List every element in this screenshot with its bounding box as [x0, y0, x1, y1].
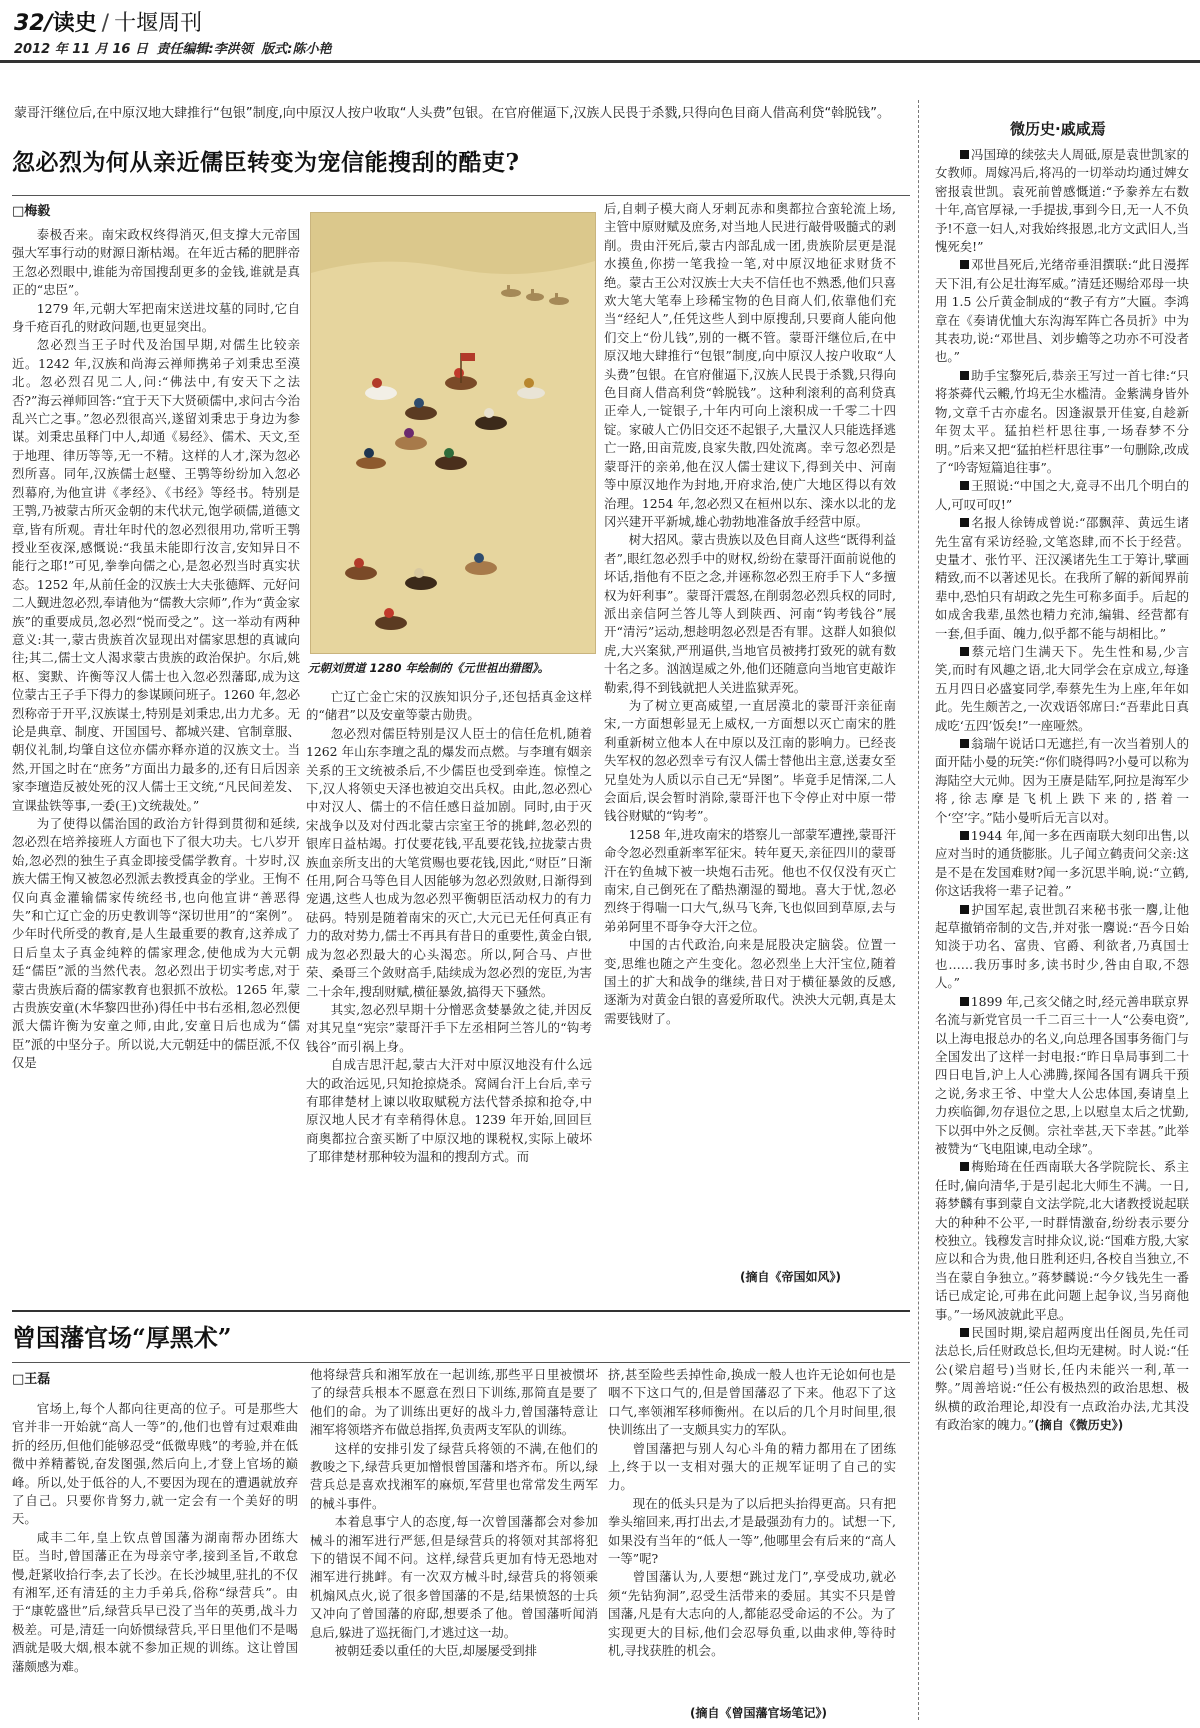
sidebar-item: 名报人徐铸成曾说:“邵飘萍、黄远生诸先生富有采访经验,文笔恣肆,而不长于经营。史量才、张竹平、汪汉溪诸先生工于筹计,擘画精致,而不以著述见长。在我所了解的新闻界前辈中,恐怕只有胡政之先生可称多面手。后起的如成舍我辈,虽然也精力充沛,编辑、经营都有一套,但手面、魄力,似乎都不能与胡相比。”: [935, 515, 1189, 641]
bullet-square-icon: [960, 1328, 969, 1337]
paragraph: 被朝廷委以重任的大臣,却屡屡受到排: [334, 1643, 537, 1659]
bullet-square-icon: [960, 481, 969, 490]
masthead-separator: /: [101, 11, 110, 36]
paragraph: 树大招风。蒙古贵族以及色目商人这些“既得利益者”,眼红忽必烈手中的财权,纷纷在蒙哥汗面前说他的坏话,指他有不臣之念,并诬称忽必烈王府手下人“多擅权为奸利事”。蒙哥汗震怒,在削弱忽必烈兵权的同时,派出亲信阿兰答儿等人到陕西、河南“钩考钱谷”展开“清污”运动,想趁明忽必烈是否有罪。这群人如狼似虎,大兴案狱,严刑逼供,当地官员被拷打致死的就有数十名之多。汹汹逞威之外,他们还随意向当地官吏敲诈勒索,得不到钱就把人关进监狱弄死。: [604, 532, 896, 695]
article1-byline: □梅毅: [12, 204, 51, 219]
sidebar-item: 护国军起,袁世凯召来秘书张一麐,让他起草撤销帝制的文告,并对张一麐说:“吾今日始知淡于功名、富贵、官爵、利欲者,乃真国士也……我历事时多,读书时少,咎由自取,不怨人。”: [935, 901, 1189, 991]
page-number: 32/: [14, 11, 53, 36]
article1-lead: 蒙哥汗继位后,在中原汉地大肆推行“包银”制度,向中原汉人按户收取“人头费”包银。在官府催逼下,汉族人民畏于杀戮,只得向色目商人借高利贷“斡脱钱”。: [14, 106, 890, 121]
sidebar-item: 王照说:“中国之大,竟寻不出几个明白的人,可叹可叹!”: [935, 478, 1189, 512]
bullet-square-icon: [960, 518, 969, 527]
paragraph: 亡辽亡金亡宋的汉族知识分子,还包括真金这样的“储君”以及安童等蒙古勋贵。: [306, 689, 592, 723]
bullet-square-icon: [960, 1162, 969, 1171]
paragraph: 咸丰二年,皇上钦点曾国藩为湖南帮办团练大臣。当时,曾国藩正在为母亲守孝,接到圣旨,不敢怠慢,赶紧收拾行李,去了长沙。在长沙城里,驻扎的不仅有湘军,还有清廷的主力手弟兵,俗称“绿营兵”。由于“康乾盛世”后,绿营兵早已没了当年的英勇,战斗力极差。可是,清廷一向娇惯绿营兵,平日里他们不是喝酒就是吸大烟,根本就不参加正规的训练。这让曾国藩颇感为难。: [12, 1529, 298, 1674]
sidebar-item: 1899 年,己亥父储之时,经元善串联京界名流与新党官员一千二百三十一人“公奏电资”,以上海电报总办的名义,向总理各国事务衙门与全国发出了这样一封电报:“昨日阜局事到二十四日电旨,沪上人心沸腾,探闻各国有调兵干预之说,务求王爷、中堂大人公忠体国,奏请皇上力疾临御,勿存退位之思,上以慰皇太后之忧勤,下以弭中外之反侧。宗社幸甚,天下幸甚。”此举被赞为“飞电阻谏,电动全球”。: [935, 993, 1189, 1156]
sidebar-item: 邓世昌死后,光绪帝垂泪撰联:“此日漫挥天下泪,有公足壮海军威。”清廷还赐给邓母一块用 1.5 公斤黄金制成的“教子有方”大匾。李鸿章在《奏请优恤大东沟海军阵亡各员折》中为其表功,说:“邓世昌、刘步蟾等之功亦不可没者也。”: [935, 257, 1189, 365]
article1-headline: 忽必烈为何从亲近儒臣转变为宠信能搜刮的酷吏?: [12, 149, 520, 176]
paragraph: 后,自刺子模大商人牙剌瓦赤和奥都拉合蛮轮流上场,主管中原财赋及庶务,对当地人民进行敲骨吸髓式的剥削。贵由汗死后,蒙古内部乱成一团,贵族阶层更是混水摸鱼,你捞一笔我捡一笔,对中原汉地征求财货不绝。蒙古王公对汉族士大夫不信任也不熟悉,他们只喜欢大笔大笔奉上珍稀宝物的色目商人们,依靠他们充当“经纪人”,任凭这些人到中原搜刮,只要商人能向他们交上“份儿钱”,别的一概不管。蒙哥汗继位后,在中原汉地大肆推行“包银”制度,向中原汉人按户收取“人头费”包银。在官府催逼下,汉族人民畏于杀戮,只得向色目商人借高利贷“斡脱钱”。这种利滚利的高利贷真正牵人,一锭银子,十年内可向上滚积成一千零二十四锭。家破人亡仍旧交还不起银子,大量汉人只能选择逃亡一路,田亩荒废,良家失散,四处流离。幸亏忽必烈是蒙哥汗的亲弟,他在汉人儒士建议下,得到关中、河南等中原汉地作为封地,开府求治,使广大地区得以有效治理。1254 年,忽必烈又在桓州以东、滦水以北的龙冈兴建开平新城,雄心勃勃地准备放手经营中原。: [604, 201, 896, 529]
bullet-square-icon: [960, 260, 969, 269]
paragraph: 为了使得以儒治国的政治方针得到贯彻和延续,忽必烈在培养接班人方面也下了很大功夫。七八岁开始,忽必烈的独生子真金即接受儒学教育。十岁时,汉族大儒王恂又被忽必烈派去教授真金的学业。王恂不仅向真金灌输儒家传统经书,也向他宣讲“善恶得失”和亡辽亡金的历史教训等“深切世用”的“案例”。少年时代所受的教育,是人生最重要的教育,这养成了日后皇太子真金纯粹的儒家理念,使他成为大元朝廷“儒臣”派的当然代表。忽必烈出于切实考虑,对于蒙古贵族后裔的儒家教育也狠抓不放松。1265 年,蒙古贵族安童(木华黎四世孙)得任中书右丞相,忽必烈便派大儒许衡为安童之师,由此,安童日后也成为“儒臣”派的中坚分子。所以说,大元朝廷中的儒臣派,不仅仅是: [12, 816, 300, 1071]
paragraph: 泰极否来。南宋政权终得消灭,但支撑大元帝国强大军事行动的财源日渐枯竭。在年近古稀的肥胖帝王忽必烈眼中,谁能为帝国搜刮更多的金钱,谁就是真正的“忠臣”。: [12, 227, 300, 298]
paragraph: 这样的安排引发了绿营兵将领的不满,在他们的教唆之下,绿营兵更加憎恨曾国藩和塔齐布。所以,绿营兵总是喜欢找湘军的麻烦,军营里也常常发生两军的械斗事件。: [310, 1440, 598, 1511]
layout-credit: 版式:陈小艳: [261, 42, 332, 57]
paragraph: 自成吉思汗起,蒙古大汗对中原汉地没有什么远大的政治远见,只知抢掠烧杀。窝阔台汗上台后,幸亏有耶律楚材上谏以收取赋税方法代替杀掠和抢夺,中原汉地人民才有幸稍得休息。1239 年开始,回回巨商奥都拉合蛮买断了中原汉地的课税权,实际上破坏了耶律楚材那种较为温和的搜刮方式。而: [306, 1057, 592, 1165]
paragraph: 1258 年,进攻南宋的塔察儿一部蒙军遭挫,蒙哥汗命令忽必烈重新率军征宋。转年夏天,亲征四川的蒙哥汗在钓鱼城下被一块炮石击死。他也不仅仅没有灭亡南宋,自己倒死在了酷热潮湿的蜀地。喜大于忧,忽必烈终于得喘一口大气,纵马飞奔,飞也似回到草原,去与弟弟阿里不哥争夺大汗之位。: [604, 826, 896, 934]
article1-source: (摘自《帝国如风》): [740, 1270, 841, 1284]
editor-credit: 责任编辑:李洪领: [156, 42, 253, 57]
sidebar-column: [935, 146, 1189, 1686]
article-divider: [12, 1310, 910, 1312]
sidebar-item: 冯国璋的续弦夫人周砥,原是袁世凯家的女教师。周嫁冯后,将冯的一切举动均通过婢女密报袁世凯。袁死前曾感慨道:“予豢养左右数十年,高官厚禄,一手提拔,事到今日,无一人不负予!不意一妇人,对我始终报恩,北方文武旧人,当愧死矣!”: [935, 147, 1189, 255]
paragraph: 官场上,每个人都向往更高的位子。可是那些大官并非一开始就“高人一等”的,他们也曾有过艰难曲折的经历,但他们能够忍受“低微卑贱”的考验,并在低微中养精蓄锐,奋发图强,然后向上,才登上官场的巅峰。所以,处于低谷的人,不要因为现在的遭遇就放弃了自己。只要你肯努力,就一定会有一个美好的明天。: [12, 1401, 298, 1527]
bullet-square-icon: [960, 739, 969, 748]
article2-headline: 曾国藩官场“厚黑术”: [12, 1323, 232, 1352]
bullet-square-icon: [960, 831, 969, 840]
sidebar-title: 微历史·戚咸焉: [1010, 120, 1106, 138]
article1-column-2: [306, 688, 592, 1308]
section-name: 读史: [52, 11, 97, 36]
paragraph: 中国的古代政治,向来是屁股决定脑袋。位置一变,思维也随之产生变化。忽必烈坐上大汗宝位,随着国土的扩大和战争的继续,昔日对于横征暴敛的反感,逐渐为对黄金白银的喜爱所取代。泱泱大元朝,真是太需要钱财了。: [604, 937, 896, 1026]
paragraph: 本着息事宁人的态度,每一次曾国藩都会对参加械斗的湘军进行严惩,但是绿营兵的将领对其部将犯下的错误不闻不问。这样,绿营兵更加有恃无恐地对湘军进行挑衅。有一次双方械斗时,绿营兵的将领乘机煽风点火,说了很多曾国藩的不是,结果愤怒的士兵又冲向了曾国藩的府邸,想要杀了他。曾国藩听闻消息后,躲进了巡抚衙门,才逃过这一劫。: [310, 1514, 598, 1640]
article2-byline: □王磊: [12, 1372, 51, 1387]
paragraph: 其实,忽必烈早期十分憎恶贪婪暴敛之徒,并因反对其兄皇“宪宗”蒙哥汗手下左丞相阿兰答儿的“钩考钱谷”而引祸上身。: [306, 1001, 592, 1054]
article2-column-2: [310, 1366, 598, 1724]
dateline: [14, 38, 335, 57]
paragraph: 为了树立更高威望,一直居漠北的蒙哥汗亲征南宋,一方面想彰显无上威权,一方面想以灭亡南宋的胜利重新树立他本人在中原以及江南的影响力。已经丧失军权的忽必烈幸亏有汉人儒士替他出主意,送妻女至兄皇处为人质以示自己无“异图”。毕竟手足情深,二人会面后,误会暂时消除,蒙哥汗也下令停止对中原一带钱谷财赋的“钩考”。: [604, 697, 896, 824]
sidebar-item: 翁瑞午说话口无遮拦,有一次当着别人的面开陆小曼的玩笑:“你们晓得吗?小曼可以称为海陆空大元帅。因为王赓是陆军,阿拉是海军少将,徐志摩是飞机上跌下来的,搭着一个‘空’字。”陆小曼听后无言以对。: [935, 736, 1189, 825]
masthead: [14, 6, 202, 37]
sidebar-item: 助手宝黎死后,恭亲王写过一首七律:“只将茶蕣代云毈,竹坞无尘水槛清。金紫满身皆外物,文章千古亦虚名。因逢淑景开佳宴,自趁新年贺太平。猛拍栏杆思往事,一场春梦不分明。”后来又把“猛拍栏杆思往事”一句删除,改成了“吟寄短篇追往事”。: [935, 367, 1189, 475]
article2-column-1: [12, 1400, 298, 1724]
paragraph: 忽必烈对儒臣特别是汉人臣士的信任危机,随着 1262 年山东李璮之乱的爆发而点燃。与李璮有姻亲关系的王文统被杀后,不少儒臣也受到牵连。惊惶之下,汉人将领史天泽也被迫交出兵权。由此,忽必烈心中对汉人、儒士的不信任感日益加剧。同时,由于灭宋战争以及对付西北蒙古宗室王爷的挑衅,忽必烈的银库日益枯竭。打仗要花钱,平乱要花钱,拉拢蒙古贵族血亲所支出的大笔赏赐也要花钱,因此,“财臣”日渐任用,阿合马等色目人因能够为忽必烈敛财,日渐得到宠遇,这些人也成为忽必烈平衡朝臣活动权力的有力砝码。特别是随着南宋的灭亡,大元已无任何真正有力的敌对势力,儒士不再具有昔日的重要性,黄金白银,成为忽必烈最大的心头渴恋。所以,阿合马、卢世荣、桑哥三个敛财高手,陆续成为忽必烈的宠臣,为害二十余年,搜刮财赋,横征暴敛,搞得天下骚然。: [306, 725, 592, 999]
article1-byline-rule: [12, 195, 910, 196]
article2-byline-rule: [12, 1362, 910, 1363]
article1-column-1: [12, 226, 300, 1308]
sidebar-item: 民国时期,梁启超两度出任阁员,先任司法总长,后任财政总长,但均无建树。时人说:“任公(梁启超号)当财长,任内未能兴一利,革一弊。”周善培说:“任公有极热烈的政治思想、极纵横的政治理论,却没有一点政治办法,尤其没有政治家的魄力。”(摘自《微历史》): [935, 1325, 1189, 1433]
painting-illustration: [311, 213, 595, 653]
article2-source: (摘自《曾国藩官场笔记》): [690, 1706, 827, 1720]
bullet-square-icon: [960, 905, 969, 914]
bullet-square-icon: [960, 647, 969, 656]
bullet-square-icon: [960, 997, 969, 1006]
paragraph: 他将绿营兵和湘军放在一起训练,那些平日里被惯坏了的绿营兵根本不愿意在烈日下训练,那简直是要了他们的命。为了训练出更好的战斗力,曾国藩特意让湘军将领塔齐布做总指挥,负责两支军队的训练。: [310, 1367, 598, 1438]
article2-column-3: [608, 1366, 896, 1696]
publication-name: 十堰周刊: [114, 11, 203, 36]
bullet-square-icon: [960, 150, 969, 159]
bullet-square-icon: [960, 371, 969, 380]
sidebar-item: 1944 年,闻一多在西南联大刻印出售,以应对当时的通货膨胀。儿子闻立鹤责问父亲:这是不是在发国难财?闻一多沉思半晌,说:“立鹤,你这话我将一辈子记着。”: [935, 828, 1189, 899]
paragraph: 挤,甚至险些丢掉性命,换成一般人也许无论如何也是咽不下这口气的,但是曾国藩忍了下来。他忍下了这口气,率领湘军移师衡州。在以后的几个月时间里,很快训练出了一支颇具实力的军队。: [608, 1367, 896, 1438]
paragraph: 曾国藩认为,人要想“跳过龙门”,享受成功,就必须“先钻狗洞”,忍受生活带来的委屈。其实不只是曾国藩,凡是有大志向的人,都能忍受命运的不公。为了实现更大的目标,他们会忍辱负重,以曲求伸,等待时机,寻找获胜的机会。: [608, 1569, 896, 1659]
article1-column-3: [604, 200, 896, 1262]
masthead-rule: [0, 60, 1200, 63]
painting-caption: 元朝刘贯道 1280 年绘制的《元世祖出猎图》。: [308, 661, 550, 675]
paragraph: 现在的低头只是为了以后把头抬得更高。只有把拳头缩回来,再打出去,才是最强劲有力的。试想一下,如果没有当年的“低人一等”,他哪里会有后来的“高人一等”呢?: [608, 1495, 896, 1567]
hunting-scene-painting: [310, 212, 596, 654]
sidebar-divider: [918, 100, 919, 1720]
paragraph: 曾国藩把与别人勾心斗角的精力都用在了团练上,终于以一支相对强大的正规军证明了自己的实力。: [608, 1440, 896, 1493]
sidebar-item: 蔡元培门生满天下。先生性和易,少言笑,而时有风趣之语,北大同学会在京成立,每逢五月四日必盛宴同学,奉蔡先生为上座,年年如此。先生颇苦之,一次戏语邻席曰:“吾辈此日真成吃‘五四’饭矣!”一座哑然。: [935, 643, 1189, 733]
sidebar-item: 梅贻琦在任西南联大各学院院长、系主任时,偏向清华,于是引起北大师生不满。一日,蒋梦麟有事到蒙自文法学院,北大诸教授说起联大的种种不公平,一时群情激奋,纷纷表示要分校独立。钱穆发言时排众议,说:“国难方殷,大家应以和合为贵,他日胜利还归,各校自当独立,不当在蒙自争独立。”蒋梦麟说:“今夕钱先生一番话已成定论,可弗在此问题上起争议,当另商他事。”一场风波就此平息。: [935, 1159, 1189, 1322]
paragraph: 忽必烈当王子时代及治国早期,对儒生比较亲近。1242 年,汉族和尚海云禅师携弟子刘秉忠至漠北。忽必烈召见二人,问:“佛法中,有安天下之法否?”海云禅师回答:“宜于天下大贤硕儒中,求问古今治乱兴亡之事。”忽必烈很高兴,遂留刘秉忠于身边为参谋。刘秉忠虽释门中人,却通《易经》、儒术、天文,至于地理、律历等等,无一不精。这样的人才,深为忽必烈所喜。同年,汉族儒士赵璧、王鹗等纷纷加入忽必烈幕府,为他宣讲《孝经》、《书经》等经书。特别是王鹗,乃被蒙古所灭金朝的末代状元,饱学硕儒,道德文章,皆有所观。青壮年时代的忽必烈很用功,常听王鹗授业至夜深,感慨说:“我虽未能即行汝言,安知异日不能行之耶!”可见,拳拳向儒之心,是忽必烈当时真实状态。1252 年,从前任金的汉族士大夫张德辉、元好问二人觐进忽必烈,奉请他为“儒教大宗师”,作为“黄金家族”的重要成员,忽必烈“悦而受之”。这一举动有两种意义:其一,蒙古贵族首次显现出对儒家思想的真诚向往;其二,儒士文人渴求蒙古贵族的政治保护。尔后,姚枢、窦默、许衡等汉人儒士也入忽必烈藩邸,成为这位蒙古王子手下得力的参谋顾问班子。1260 年,忽必烈称帝于开平,汉族谋士,特别是刘秉忠,出力尤多。无论是典章、制度、开国国号、都城兴建、官制章服、朝仪礼制,均肇自这位亦儒亦释亦道的汉族文士。当然,开国之时在“庶务”方面出力最多的,还有日后因亲家李璮造反被处死的汉人儒士王文统,“凡民间差发、宣课盐铁等事,一委(王)文统裁处。”: [12, 337, 300, 813]
paragraph: 1279 年,元朝大军把南宋送进坟墓的同时,它自身千疮百孔的财政问题,也更显突出。: [12, 300, 300, 335]
sidebar-source: (摘自《微历史》): [1034, 1418, 1124, 1433]
issue-date: 2012 年 11 月 16 日: [14, 42, 148, 57]
